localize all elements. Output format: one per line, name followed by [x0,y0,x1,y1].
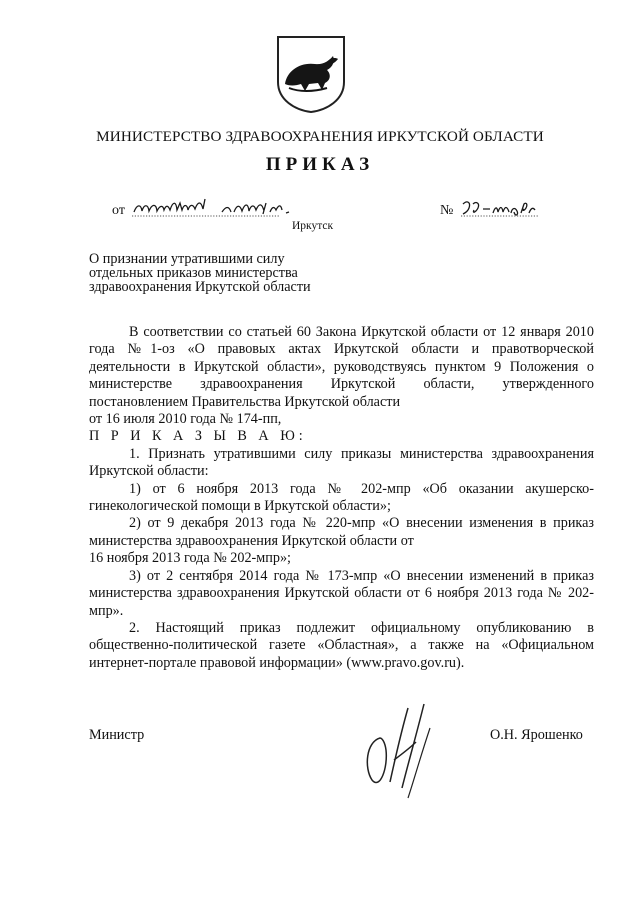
sub-item-2: 2) от 9 декабря 2013 года № 220-мпр «О внесении изменения в приказ министерства здравоохранения Иркутской области от [89,515,594,549]
preamble-paragraph: В соответствии со статьей 60 Закона Иркутской области от 12 января 2010 года №1-оз «О правовых актах Иркутской области и правотворческой деятельности в Иркутской области», руководствуясь пунктом 9 Положения о министерстве здравоохранения Иркутской области, утвержденного постановлением Правительства Иркутской области [89,324,594,410]
decree-heading: П Р И К А З Ы В А Ю: [89,428,307,445]
handwritten-signature [358,698,436,804]
handwritten-date [130,198,292,218]
number-line [440,198,541,219]
coat-of-arms-icon [275,34,347,114]
preamble-end: от 16 июля 2010 года № 174-пп, [89,411,282,428]
sub-item-3: 3) от 2 сентября 2014 года № 173-мпр «О внесении изменений в приказ министерства здравоохранения Иркутской области от 6 ноября 2013 года № 202-мпр». [89,567,594,619]
date-line [112,198,292,219]
signatory-name: О.Н. Ярошенко [490,727,583,743]
sub-item-1: 1) от 6 ноября 2013 года № 202-мпр «Об оказании акушерско-гинекологической помощи в Иркутской области»; [89,480,594,515]
document-type: ПРИКАЗ [265,154,375,175]
number-prefix: № [440,203,454,218]
subject-line: отдельных приказов министерства [89,265,298,281]
signatory-title: Министр [89,727,145,743]
handwritten-number [459,198,541,218]
sub-item-2-end: 16 ноября 2013 года № 202-мпр»; [89,550,291,567]
city-label: Иркутск [292,220,334,232]
order-body [89,324,594,672]
date-prefix: от [112,203,125,218]
item-2: 2. Настоящий приказ подлежит официальному опубликованию в общественно-политической газете «Областная», а также на «Официальном интернет-портале правовой информации» (www.pravo.gov.ru). [89,619,594,671]
subject-line: здравоохранения Иркутской области [89,279,311,295]
subject-line: О признании утратившими силу [89,251,285,267]
item-1: 1. Признать утратившими силу приказы министерства здравоохранения Иркутской области: [89,445,594,480]
order-subject [89,252,389,294]
ministry-name: МИНИСТЕРСТВО ЗДРАВООХРАНЕНИЯ ИРКУТСКОЙ ОБЛАСТИ [96,128,544,145]
